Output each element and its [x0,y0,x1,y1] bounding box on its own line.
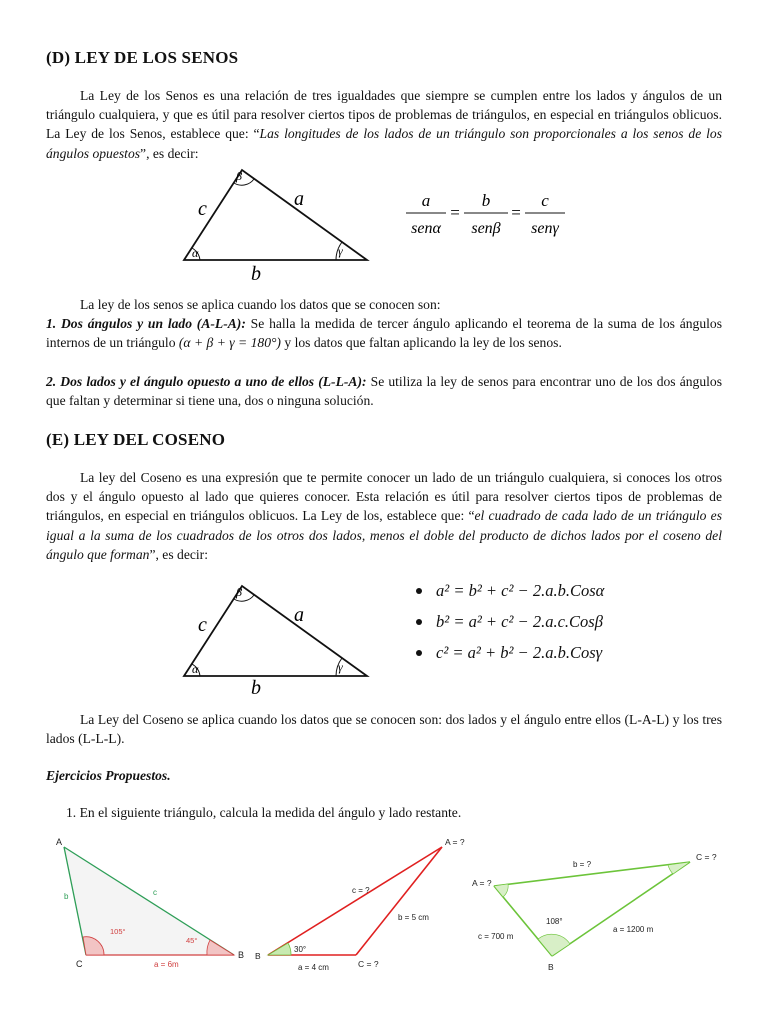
side-a-label: a = 4 cm [298,963,329,972]
sine-law-formula [400,186,575,242]
cosine-law-triangle [170,576,380,701]
gamma-label: γ [338,244,343,258]
vertex-a-label: A [56,837,63,847]
case-2-text: Se utiliza la ley de senos para encontrar uno de los dos ángulos que faltan y determinar si tiene una, dos o ninguna solución. [46,374,723,409]
angle-sum-formula: (α + β + γ = 180°) [178,335,281,351]
formula-num-c: c [541,191,549,210]
side-c-label: c = 700 m [478,932,514,941]
side-a-label: a = 1200 m [613,925,654,934]
beta-label: β [236,585,242,599]
side-b-label: b [251,263,261,285]
section-e-heading: (E) LEY DEL COSENO [46,430,226,449]
cosine-formula-b [416,606,604,637]
side-c-label: c [198,198,207,220]
exercise-figure-2 [252,833,467,973]
formula-text: a² = b² + c² − 2.a.b.Cosα [436,580,605,600]
case-2-label: 2. Dos lados y el ángulo opuesto a uno de ellos (L-L-A): [46,374,367,389]
gamma-label: γ [338,660,343,674]
vertex-b-label: B [255,951,261,961]
formula-text: c² = a² + b² − 2.a.b.Cosγ [436,642,603,662]
cosine-law-apply: La Ley del Coseno se aplica cuando los datos que se conocen son: dos lados y el ángulo entre ellos (L-A-L) y los tres lados (L-L-L). [46,712,722,747]
vertex-b-label: B [238,950,245,960]
bullet-icon [416,588,422,594]
cosine-formula-c [416,637,604,668]
vertex-c-label: C [76,959,83,969]
bullet-icon [416,650,422,656]
formula-text: b² = a² + c² − 2.a.c.Cosβ [436,611,603,631]
sine-law-apply-intro: La ley de los senos se aplica cuando los datos que se conocen son: [80,297,441,312]
section-d-intro-text: La Ley de los Senos es una relación de tres igualdades que siempre se cumplen entre los lados y ángulos de un triángulo cualquiera, y que es útil para resolver ciertos tipos de problemas de triángulos, en especial en triángulos oblicuos. La Ley de los Senos, establece que: “ [46,88,722,142]
vertex-a-label: A = ? [472,878,492,888]
angle-b-arc [207,940,234,955]
side-c-label: c [198,614,207,636]
side-a-label: a [294,188,304,210]
angle-b-arc [538,934,570,956]
exercises-heading: Ejercicios Propuestos. [46,768,171,783]
bullet-icon [416,619,422,625]
section-e-intro [46,468,722,564]
formula-num-b: b [481,191,491,210]
side-b-label: b = 5 cm [398,913,429,922]
side-a-label: a [294,604,304,626]
beta-label: β [236,169,242,183]
case-1-label: 1. Dos ángulos y un lado (A-L-A): [46,316,246,331]
side-c-label: c [153,888,157,897]
sine-law-triangle [170,160,380,285]
angle-b-label: 30° [294,945,307,954]
angle-c-label: 105° [110,927,126,936]
sine-law-case-2 [46,372,722,410]
formula-den-beta: senβ [471,220,501,237]
cosine-law-formulas [416,575,604,668]
side-b-label: b [251,677,261,699]
section-e-quote: el cuadrado de cada lado de un triángulo es igual a la suma de los cuadrados de los otros dos lados, menos el doble del producto de dichos lados por el coseno del ángulo que forman [46,508,722,562]
section-d-quote: Las longitudes de los lados de un triángulo son proporcionales a los senos de los ángulos opuestos [46,126,722,161]
formula-num-a: a [421,191,431,210]
formula-den-gamma: senγ [531,220,559,237]
side-b-line [356,847,442,955]
exercise-figure-3 [468,848,728,973]
vertex-a-label: A = ? [445,837,465,847]
formula-den-alpha: senα [411,220,441,237]
sine-law-case-1 [46,314,722,352]
vertex-c-label: C = ? [358,959,379,969]
alpha-label: α [192,662,199,676]
section-d-heading: (D) LEY DE LOS SENOS [46,48,239,67]
side-b-label: b [64,892,69,901]
side-b-label: b = ? [573,860,592,869]
side-c-label: c = ? [352,886,370,895]
side-a-label: a = 6m [154,960,179,969]
equals-1: = [450,203,460,222]
section-e-intro-text: La ley del Coseno es una expresión que te permite conocer un lado de un triángulo cualquiera, si conoces los otros dos y el ángulo opuesto al lado que quieres conocer. Esta relación es útil para resolver ciertos tipos de problemas de triángulos, en especial en triángulos oblicuos. La Ley de los, establece que: “ [46,470,722,524]
case-1-text-end: y los datos que faltan aplicando la ley de los senos. [280,335,562,351]
case-1-text: Se halla la medida de tercer ángulo aplicando el teorema de la suma de los ángulos internos de un triángulo [46,316,722,351]
cosine-formula-a [416,575,604,606]
side-c-line [268,847,442,955]
equals-2: = [511,203,521,222]
angle-b-label: 45° [186,936,198,945]
angle-b-label: 108° [546,917,563,926]
alpha-label: α [192,246,199,260]
angle-b-arc [268,943,291,955]
section-e-intro-end: ”, es decir: [149,546,208,562]
angle-a-arc [494,884,508,897]
section-d-intro-end: ”, es decir: [140,145,199,161]
section-d-intro [46,86,722,163]
vertex-b-label: B [548,962,554,972]
exercise-figure-1 [50,833,255,973]
vertex-c-label: C = ? [696,852,717,862]
exercise-1-text: 1. En el siguiente triángulo, calcula la medida del ángulo y lado restante. [66,805,462,820]
